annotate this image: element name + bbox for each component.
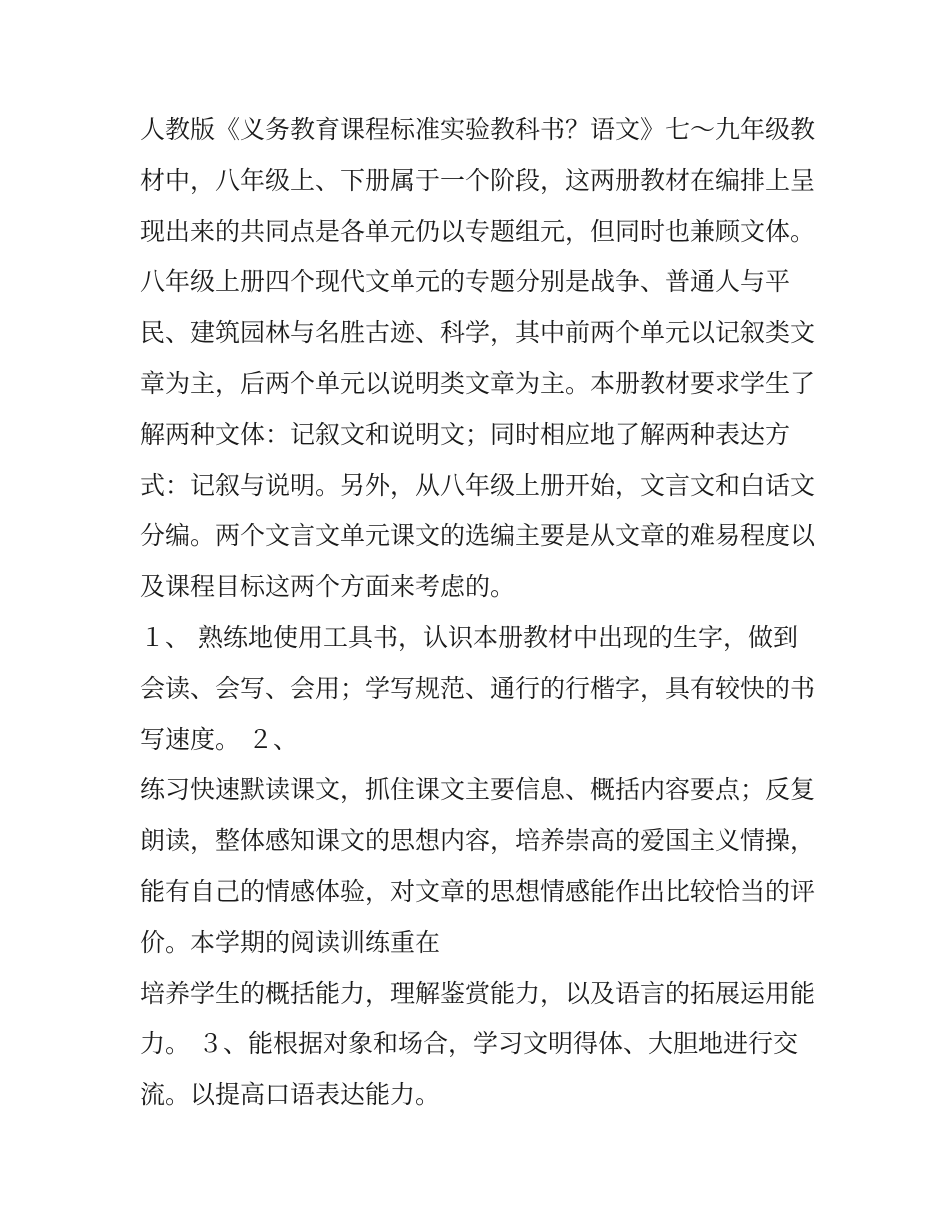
text-line: 价。本学期的阅读训练重在 <box>140 927 441 957</box>
text-line: 解两种文体：记叙文和说明文；同时相应地了解两种表达方 <box>140 419 791 449</box>
text-line: 人教版《义务教育课程标准实验教科书？语文》七～九年级教 <box>140 115 816 144</box>
text-line: 会读、会写、会用；学写规范、通行的行楷字，具有较快的书 <box>140 673 816 703</box>
text-line: 力。 ３、能根据对象和场合，学习文明得体、大胆地进行交 <box>140 1029 798 1059</box>
text-line: 章为主，后两个单元以说明类文章为主。本册教材要求学生了 <box>140 368 816 398</box>
text-line: 练习快速默读课文，抓住课文主要信息、概括内容要点；反复 <box>140 775 816 805</box>
text-line: 民、建筑园林与名胜古迹、科学，其中前两个单元以记叙类文 <box>140 318 816 348</box>
text-line: 式：记叙与说明。另外，从八年级上册开始，文言文和白话文 <box>140 470 816 500</box>
text-line: 材中，八年级上、下册属于一个阶段，这两册教材在编排上呈 <box>140 165 816 195</box>
text-line: １、 熟练地使用工具书，认识本册教材中出现的生字，做到 <box>140 622 798 652</box>
text-line: 培养学生的概括能力，理解鉴赏能力，以及语言的拓展运用能 <box>140 978 816 1008</box>
text-line: 及课程目标这两个方面来考虑的。 <box>140 572 516 602</box>
text-line: 写速度。 ２、 <box>140 724 298 754</box>
text-line: 能有自己的情感体验，对文章的思想情感能作出比较恰当的评 <box>140 876 816 906</box>
text-line: 分编。两个文言文单元课文的选编主要是从文章的难易程度以 <box>140 521 816 551</box>
text-line: 现出来的共同点是各单元仍以专题组元，但同时也兼顾文体。 <box>140 216 816 246</box>
body-text <box>140 105 820 1121</box>
text-line: 流。以提高口语表达能力。 <box>140 1080 441 1110</box>
text-line: 八年级上册四个现代文单元的专题分别是战争、普通人与平 <box>140 267 791 297</box>
text-line: 朗读，整体感知课文的思想内容，培养崇高的爱国主义情操， <box>140 826 816 856</box>
